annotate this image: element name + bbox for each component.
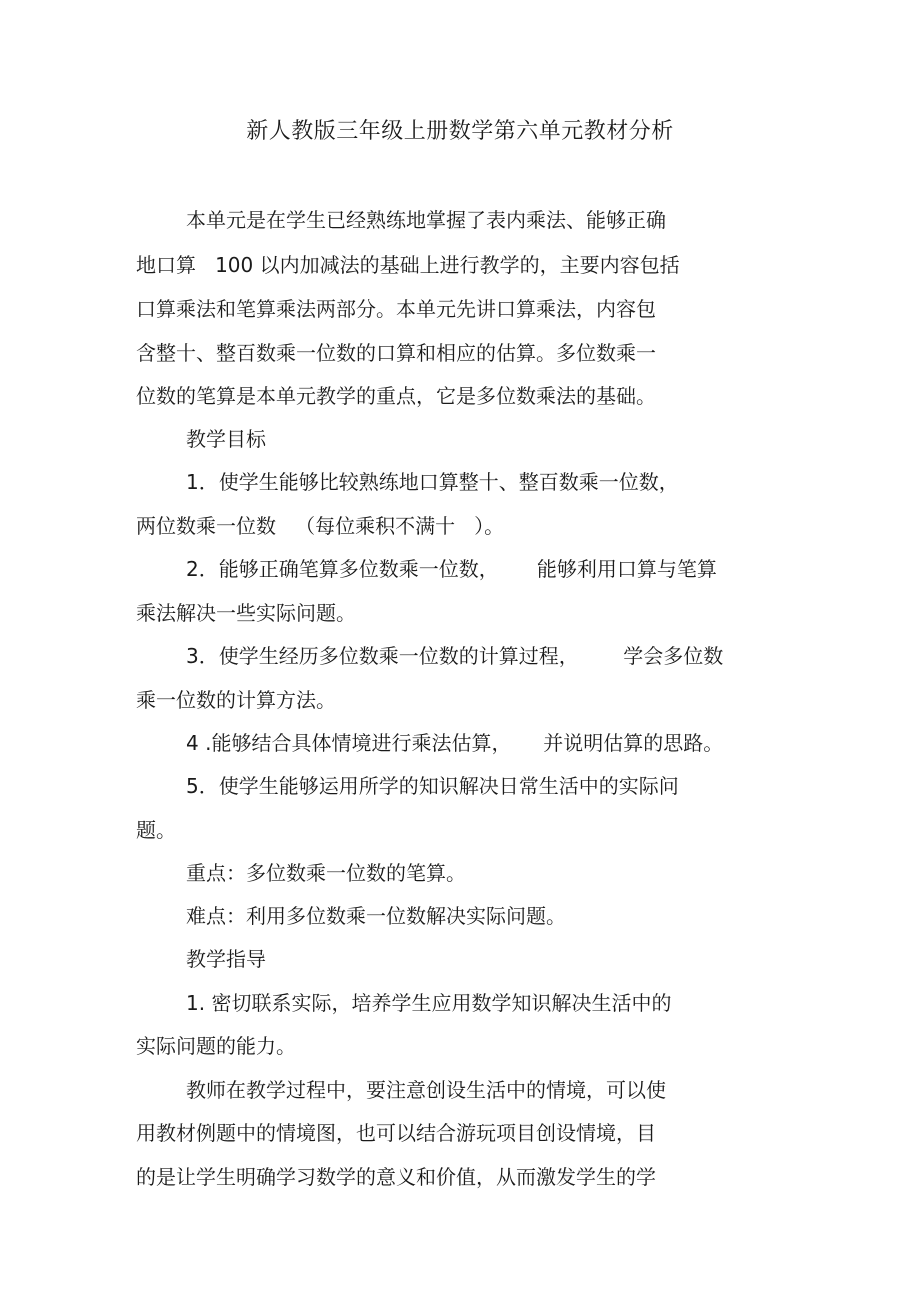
objective-item: 乘法解决一些实际问题。 bbox=[136, 601, 356, 625]
body-line: 的是让学生明确学习数学的意义和价值，从而激发学生的学 bbox=[136, 1165, 656, 1189]
body-line: 本单元是在学生已经熟练地掌握了表内乘法、能够正确 bbox=[186, 208, 666, 232]
objective-item: 3．使学生经历多位数乘一位数的计算过程， 学会多位数 bbox=[186, 644, 724, 668]
objective-item: 乘一位数的计算方法。 bbox=[136, 688, 336, 712]
document-title: 新人教版三年级上册数学第六单元教材分析 bbox=[246, 119, 674, 144]
guidance-item: 实际问题的能力。 bbox=[136, 1034, 296, 1058]
body-line: 位数的笔算是本单元教学的重点，它是多位数乘法的基础。 bbox=[136, 384, 656, 408]
body-line: 口算乘法和笔算乘法两部分。本单元先讲口算乘法，内容包 bbox=[136, 297, 656, 321]
body-line: 含整十、整百数乘一位数的口算和相应的估算。多位数乘一 bbox=[136, 341, 656, 365]
objective-item: 2．能够正确笔算多位数乘一位数， 能够利用口算与笔算 bbox=[186, 557, 717, 581]
guidance-item: 1. 密切联系实际，培养学生应用数学知识解决生活中的 bbox=[186, 991, 672, 1015]
objective-item: 5．使学生能够运用所学的知识解决日常生活中的实际问 bbox=[186, 774, 679, 798]
difficult-point: 难点：利用多位数乘一位数解决实际问题。 bbox=[186, 904, 566, 928]
key-point: 重点：多位数乘一位数的笔算。 bbox=[186, 861, 466, 885]
body-line: 教师在教学过程中，要注意创设生活中的情境，可以使 bbox=[186, 1078, 666, 1102]
body-line: 地口算 100 以内加减法的基础上进行教学的，主要内容包括 bbox=[136, 253, 680, 277]
section-heading-objectives: 教学目标 bbox=[186, 427, 266, 451]
objective-item: 题。 bbox=[136, 818, 176, 842]
objective-item: 两位数乘一位数 （每位乘积不满十 ）。 bbox=[136, 514, 505, 538]
objective-item: 1．使学生能够比较熟练地口算整十、整百数乘一位数， bbox=[186, 470, 679, 494]
objective-item: 4 .能够结合具体情境进行乘法估算， 并说明估算的思路。 bbox=[186, 731, 724, 755]
body-line: 用教材例题中的情境图，也可以结合游玩项目创设情境，目 bbox=[136, 1121, 656, 1145]
section-heading-guidance: 教学指导 bbox=[186, 947, 266, 971]
